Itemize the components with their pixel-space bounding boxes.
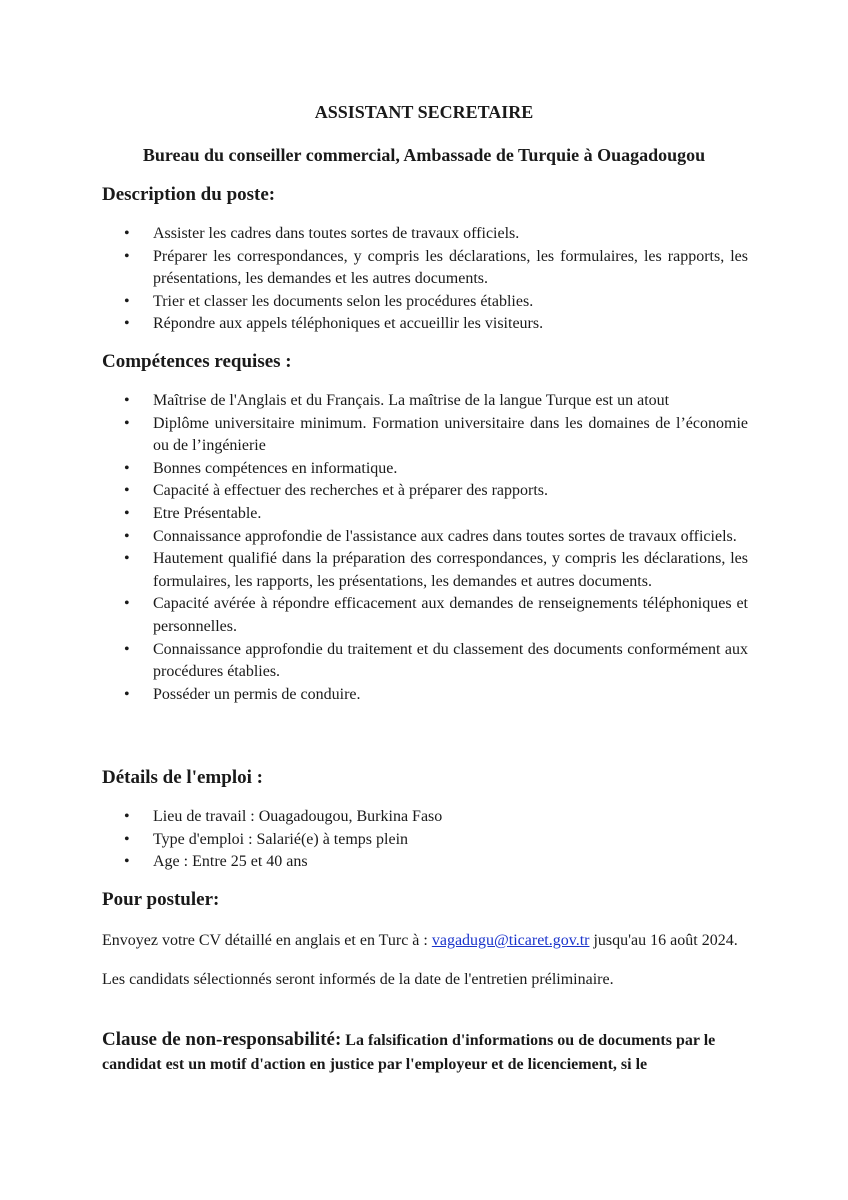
description-list (102, 223, 748, 336)
list-item: • Posséder un permis de conduire. (102, 684, 748, 707)
details-heading: Détails de l'emploi : (102, 767, 263, 788)
list-item: • Hautement qualifié dans la préparation des correspondances, y compris les déclarations, les formulaires, les rapports, les présentations, les demandes et autres documents. (124, 550, 748, 590)
bullet-icon: • (124, 504, 130, 522)
bullet-icon: • (124, 392, 130, 409)
disclaimer-section (102, 1028, 748, 1077)
details-list (102, 806, 748, 874)
bullet-icon: • (124, 225, 130, 242)
list-item: • Répondre aux appels téléphoniques et accueillir les visiteurs. (102, 313, 748, 336)
list-item: • Préparer les correspondances, y compris les déclarations, les formulaires, les rapports, les présentations, les demandes et les autres documents. (124, 247, 748, 288)
bullet-icon: • (124, 247, 130, 265)
disclaimer-body: La falsification d'informations ou de documents par le candidat est un motif d'action en justice par l'employeur et de licenciement, si le (102, 1032, 716, 1073)
bullet-icon: • (124, 830, 130, 848)
bullet-icon: • (124, 292, 130, 310)
page-title: ASSISTANT SECRETAIRE (314, 102, 534, 122)
bullet-icon: • (124, 640, 130, 658)
competences-heading: Compétences requises : (102, 351, 292, 372)
bullet-icon: • (124, 315, 130, 333)
description-heading: Description du poste: (102, 184, 276, 205)
page-subtitle: Bureau du conseiller commercial, Ambassade de Turquie à Ouagadougou (142, 145, 706, 165)
list-item: • Diplôme universitaire minimum. Formation universitaire dans les domaines de l’économie ou de l’ingénierie (124, 414, 748, 455)
bullet-icon: • (124, 482, 130, 500)
list-item: • Type d'emploi : Salarié(e) à temps plein (102, 829, 748, 852)
bullet-icon: • (124, 685, 130, 703)
competences-section (102, 349, 748, 706)
list-item: • Connaissance approfondie du traitement et du classement des documents conformément aux procédures établies. (124, 640, 748, 681)
apply-heading: Pour postuler: (102, 889, 220, 910)
email-link[interactable]: vagadugu@ticaret.gov.tr (431, 932, 590, 949)
list-item: • Age : Entre 25 et 40 ans (102, 851, 748, 874)
list-item: • Bonnes compétences en informatique. (102, 458, 748, 481)
apply-instructions: Envoyez votre CV détaillé en anglais et en Turc à : vagadugu@ticaret.gov.tr jusqu'au 16 août 2024. (102, 932, 738, 949)
list-item: • Connaissance approfondie de l'assistance aux cadres dans toutes sortes de travaux officiels. (102, 526, 748, 549)
list-item: • Lieu de travail : Ouagadougou, Burkina Faso (102, 806, 748, 829)
list-item: • Etre Présentable. (102, 503, 748, 526)
disclaimer-text (102, 1028, 748, 1077)
list-item: • Assister les cadres dans toutes sortes de travaux officiels. (102, 223, 748, 246)
list-item: • Trier et classer les documents selon les procédures établies. (102, 291, 748, 314)
apply-section (102, 887, 748, 991)
competences-list (102, 390, 748, 706)
disclaimer-heading: Clause de non-responsabilité: (102, 1029, 342, 1050)
details-section (102, 765, 748, 874)
bullet-icon: • (124, 414, 130, 432)
bullet-icon: • (124, 853, 130, 871)
bullet-icon: • (124, 808, 130, 825)
bullet-icon: • (124, 550, 130, 568)
bullet-icon: • (124, 459, 130, 477)
description-section (102, 182, 748, 336)
list-item: • Maîtrise de l'Anglais et du Français. La maîtrise de la langue Turque est un atout (102, 390, 748, 413)
list-item: • Capacité à effectuer des recherches et à préparer des rapports. (102, 480, 748, 503)
list-item: • Capacité avérée à répondre efficacement aux demandes de renseignements téléphoniques et personnelles. (124, 595, 748, 635)
apply-note: Les candidats sélectionnés seront informés de la date de l'entretien préliminaire. (102, 971, 614, 988)
bullet-icon: • (124, 595, 130, 613)
bullet-icon: • (124, 527, 130, 545)
